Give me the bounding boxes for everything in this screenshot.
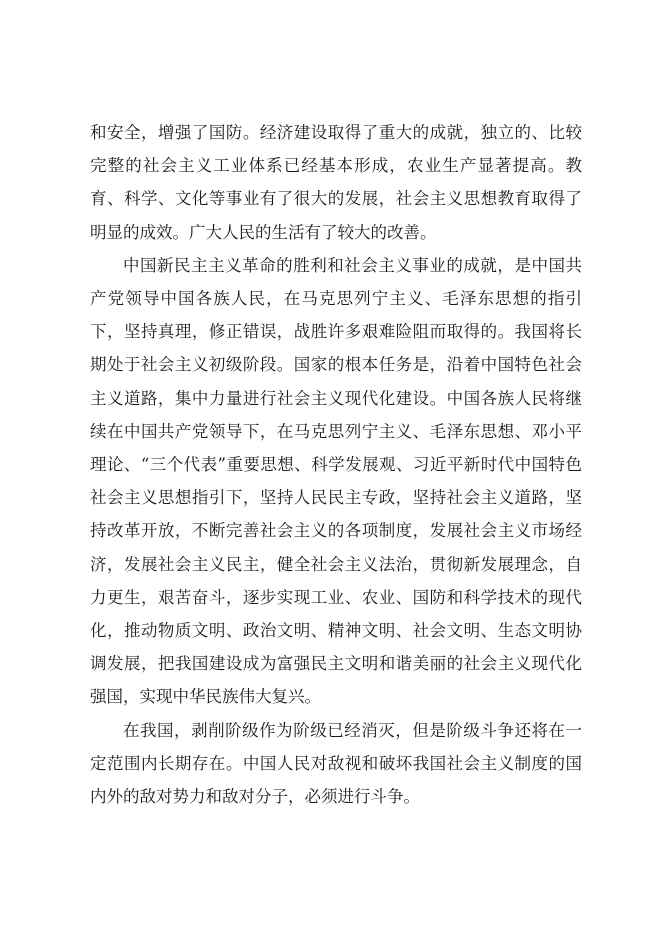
body-text [90,116,582,813]
paragraph-revolution-achievements: 中国新民主主义革命的胜利和社会主义事业的成就，是中国共产党领导中国各族人民，在马克思列宁主义、毛泽东思想的指引下，坚持真理，修正错误，战胜许多艰难险阻而取得的。我国将长期处于社会主义初级阶段。国家的根本任务是，沿着中国特色社会主义道路，集中力量进行社会主义现代化建设。中国各族人民将继续在中国共产党领导下，在马克思列宁主义、毛泽东思想、邓小平理论、“三个代表”重要思想、科学发展观、习近平新时代中国特色社会主义思想指引下，坚持人民民主专政，坚持社会主义道路，坚持改革开放，不断完善社会主义的各项制度，发展社会主义市场经济，发展社会主义民主，健全社会主义法治，贯彻新发展理念，自力更生，艰苦奋斗，逐步实现工业、农业、国防和科学技术的现代化，推动物质文明、政治文明、精神文明、社会文明、生态文明协调发展，把我国建设成为富强民主文明和谐美丽的社会主义现代化强国，实现中华民族伟大复兴。 [90,255,582,707]
paragraph-continuation: 和安全，增强了国防。经济建设取得了重大的成就，独立的、比较完整的社会主义工业体系已经基本形成，农业生产显著提高。教育、科学、文化等事业有了很大的发展，社会主义思想教育取得了明显的成效。广大人民的生活有了较大的改善。 [90,123,582,242]
paragraph-class-struggle: 在我国，剥削阶级作为阶级已经消灭，但是阶级斗争还将在一定范围内长期存在。中国人民对敌视和破坏我国社会主义制度的国内外的敌对势力和敌对分子，必须进行斗争。 [90,720,582,807]
